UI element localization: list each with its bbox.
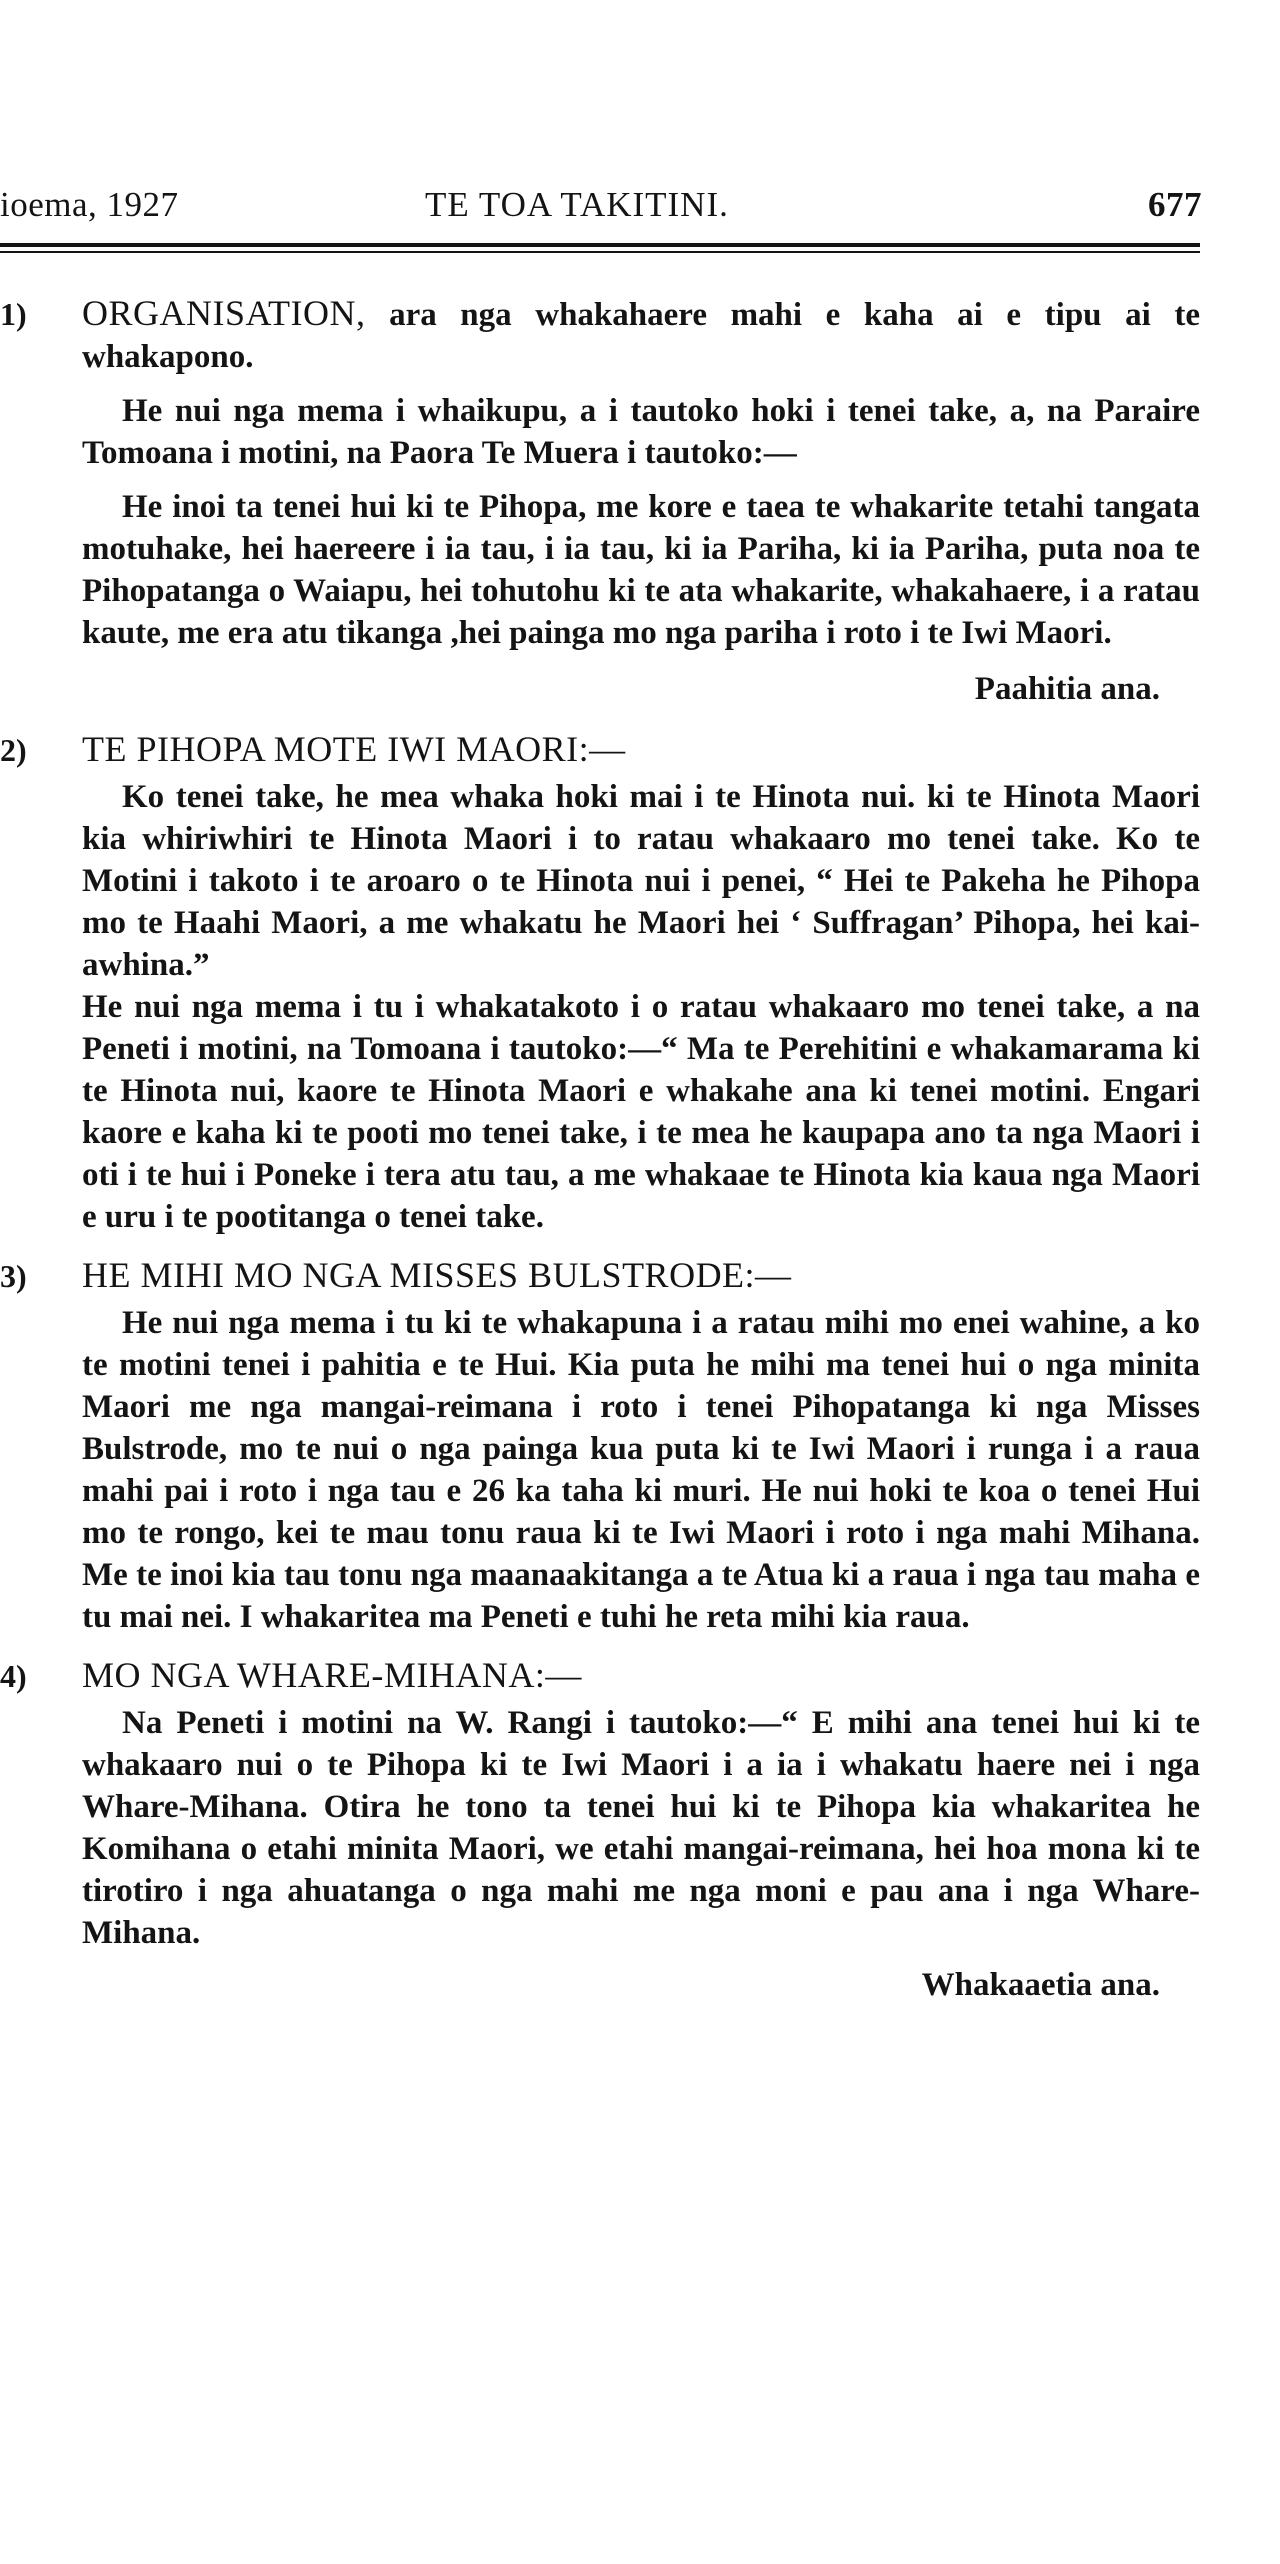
section-4 [0, 1654, 1230, 2006]
paragraph: He inoi ta tenei hui ki te Pihopa, me kore e taea te whakarite tetahi tangata motuhake, hei haereere i ia tau, i ia tau, ki ia Pariha, ki ia Pariha, puta noa te Pihopatanga o Waiapu, hei tohutohu ki te ata whakarite, whakahaere, i a ratau kaute, me era atu tikanga ,hei painga mo nga pariha i roto i te Iwi Maori. [82, 489, 1200, 651]
page-body [0, 292, 1230, 2006]
header-date: ioema, 1927 [0, 185, 179, 224]
section-3 [0, 1254, 1230, 1638]
section-number: 2) [0, 732, 27, 768]
header-title: TE TOA TAKITINI. [425, 185, 729, 224]
section-number: 4) [0, 1658, 27, 1694]
section-title: ORGANISATION, [82, 293, 366, 333]
header-rule [0, 243, 1200, 247]
section-heading [82, 1254, 1230, 1298]
page-number: 677 [1148, 185, 1202, 224]
section-heading [82, 292, 1230, 378]
section-heading [82, 728, 1230, 772]
running-header [0, 185, 1230, 245]
section-title: HE MIHI MO NGA MISSES BULSTRODE:— [82, 1255, 792, 1295]
paragraph: Ko tenei take, he mea whaka hoki mai i te Hinota nui. ki te Hinota Maori kia whiriwhiri te Hinota Maori i to ratau whakaaro mo tenei take. Ko te Motini i takoto i te aroaro o te Hinota nui i penei, “ Hei te Pakeha he Pihopa mo te Haahi Maori, a me whakatu he Maori hei ‘ Suffragan’ Pihopa, hei kai-awhina.” [82, 779, 1200, 983]
section-title: TE PIHOPA MOTE IWI MAORI:— [82, 729, 626, 769]
paragraph: Na Peneti i motini na W. Rangi i tautoko:—“ E mihi ana tenei hui ki te whakaaro nui o te Pihopa ki te Iwi Maori i a ia i whakatu haere nei i nga Whare-Mihana. Otira he tono ta tenei hui ki te Pihopa kia whakaritea he Komihana o etahi minita Maori, we etahi mangai-reimana, hei hoa mona ki te tirotiro i nga ahuatanga o nga mahi me nga moni e pau ana i nga Whare-Mihana. [82, 1705, 1200, 1951]
signoff: Whakaaetia ana. [921, 1967, 1160, 2003]
paragraph: He nui nga mema i whaikupu, a i tautoko hoki i tenei take, a, na Paraire Tomoana i motini, na Paora Te Muera i tautoko:— [82, 393, 1200, 471]
section-1 [0, 292, 1230, 710]
section-number: 3) [0, 1258, 27, 1294]
section-title-rest: ara nga whakahaere mahi e kaha ai e tipu ai te whakapono. [82, 297, 1200, 375]
paragraph: He nui nga mema i tu i whakatakoto i o ratau whakaaro mo tenei take, a na Peneti i motini, na Tomoana i tautoko:—“ Ma te Perehitini e whakamarama ki te Hinota nui, kaore te Hinota Maori e whakahe ana ki tenei motini. Engari kaore e kaha ki te pooti mo tenei take, i te mea he kaupapa ano ta nga Maori i oti i te hui i Poneke i tera atu tau, a me whakaae te Hinota kia kaua nga Maori e uru i te pootitanga o tenei take. [82, 989, 1200, 1235]
section-heading [82, 1654, 1230, 1698]
section-number: 1) [0, 296, 27, 332]
header-rule-thin [0, 251, 1200, 253]
signoff: Paahitia ana. [974, 671, 1160, 707]
section-2 [0, 728, 1230, 1238]
section-title: MO NGA WHARE-MIHANA:— [82, 1655, 582, 1695]
paragraph: He nui nga mema i tu ki te whakapuna i a ratau mihi mo enei wahine, a ko te motini tenei i pahitia e te Hui. Kia puta he mihi ma tenei hui o nga minita Maori me nga mangai-reimana i roto i tenei Pihopatanga ki nga Misses Bulstrode, mo te nui o nga painga kua puta ki te Iwi Maori i runga i a raua mahi pai i roto i nga tau e 26 ka taha ki muri. He nui hoki te koa o tenei Hui mo te rongo, kei te mau tonu raua ki te Iwi Maori i roto i nga mahi Mihana. Me te inoi kia tau tonu nga maanaakitanga a te Atua ki a raua i nga tau maha e tu mai nei. I whakaritea ma Peneti e tuhi he reta mihi kia raua. [82, 1305, 1200, 1635]
